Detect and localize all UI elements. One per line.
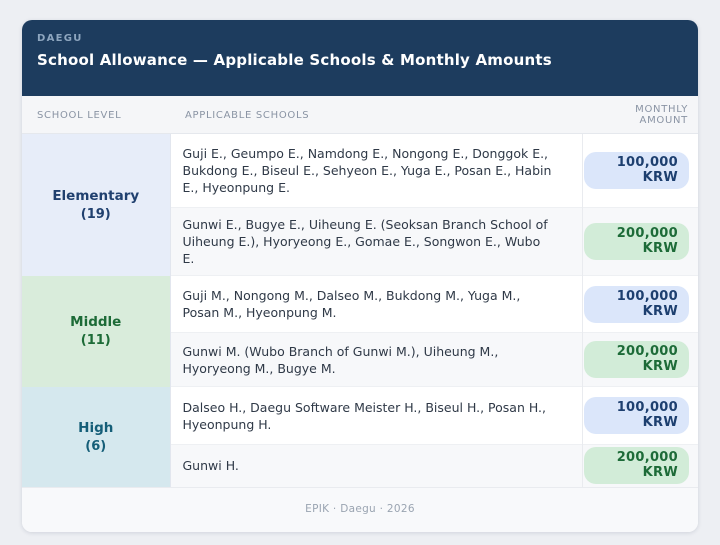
- allowance-table: [22, 96, 698, 487]
- schools-cell: Guji M., Nongong M., Dalseo M., Bukdong M., Yuga M., Posan M., Hyeonpung M.: [170, 276, 582, 333]
- level-cell-high: [22, 387, 170, 487]
- level-label: Elementary: [52, 187, 140, 204]
- amount-badge: 100,000 KRW: [584, 397, 690, 434]
- schools-cell: Gunwi E., Bugye E., Uiheung E. (Seoksan Branch School of Uiheung E.), Hyoryeong E., Gomae E., Songwon E., Wubo E.: [170, 208, 582, 276]
- amount-cell: [582, 445, 698, 487]
- amount-badge: 200,000 KRW: [584, 447, 690, 484]
- table-row: [22, 276, 698, 333]
- amount-badge: 200,000 KRW: [584, 341, 690, 378]
- schools-cell: Gunwi H.: [170, 445, 582, 487]
- level-count: (11): [80, 333, 111, 348]
- table-row: [22, 134, 698, 208]
- table-row: [22, 387, 698, 445]
- footer-caption: EPIK · Daegu · 2026: [22, 487, 698, 532]
- amount-cell: [582, 276, 698, 333]
- amount-cell: [582, 208, 698, 276]
- level-count: (6): [85, 438, 107, 454]
- card-header: [22, 20, 698, 96]
- region-eyebrow: DAEGU: [37, 33, 83, 44]
- amount-badge: 100,000 KRW: [584, 152, 690, 189]
- amount-cell: [582, 134, 698, 208]
- schools-cell: Guji E., Geumpo E., Namdong E., Nongong E., Donggok E., Bukdong E., Biseul E., Sehyeon E., Yuga E., Posan E., Habin E., Hyeonpung E.: [170, 134, 582, 208]
- allowance-card: [22, 20, 698, 532]
- column-header-applicable-schools: APPLICABLE SCHOOLS: [170, 96, 582, 134]
- amount-badge: 200,000 KRW: [584, 223, 690, 260]
- level-cell-elementary: [22, 134, 170, 276]
- page-title: School Allowance — Applicable Schools & Monthly Amounts: [37, 51, 552, 69]
- level-label: Middle: [70, 314, 122, 330]
- amount-cell: [582, 333, 698, 387]
- level-cell-middle: [22, 276, 170, 387]
- schools-cell: Gunwi M. (Wubo Branch of Gunwi M.), Uiheung M., Hyoryeong M., Bugye M.: [170, 333, 582, 387]
- schools-cell: Dalseo H., Daegu Software Meister H., Biseul H., Posan H., Hyeonpung H.: [170, 387, 582, 445]
- table-header-row: [22, 96, 698, 134]
- level-label: High: [78, 419, 114, 436]
- column-header-school-level: SCHOOL LEVEL: [22, 96, 170, 134]
- level-count: (19): [80, 206, 111, 222]
- amount-badge: 100,000 KRW: [584, 286, 690, 323]
- column-header-monthly-amount: MONTHLY AMOUNT: [582, 96, 698, 134]
- amount-cell: [582, 387, 698, 445]
